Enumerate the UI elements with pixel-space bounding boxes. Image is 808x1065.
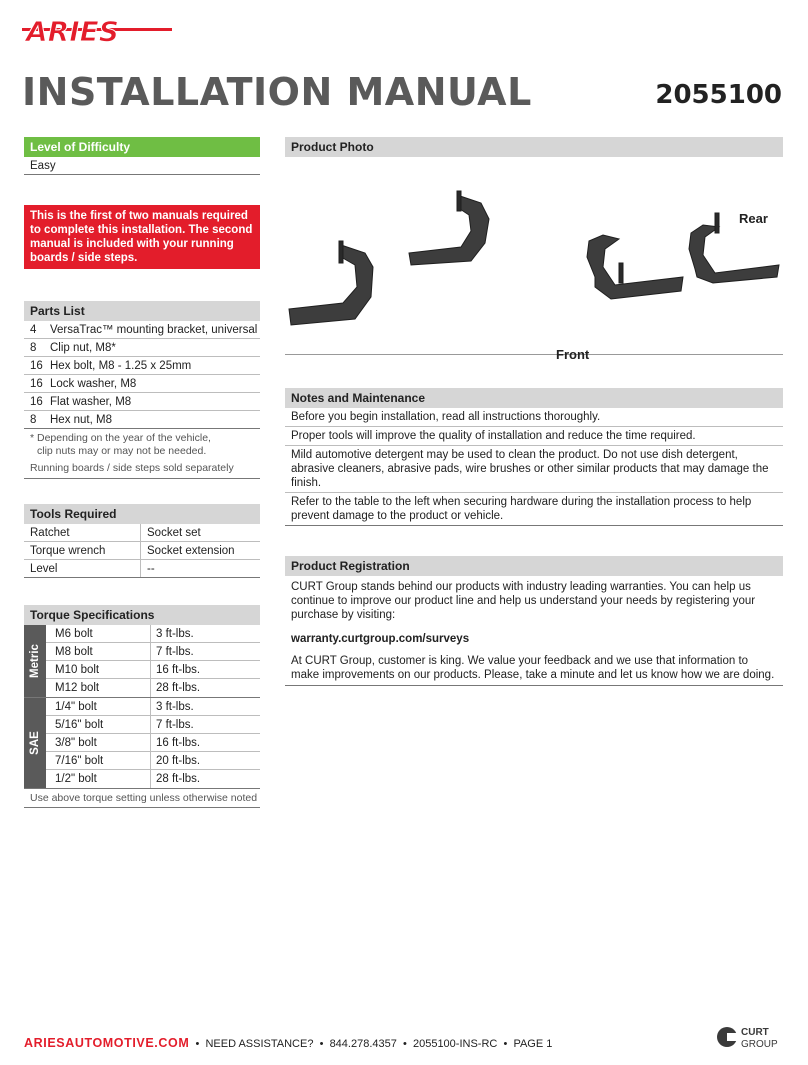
torque-sae-group: [24, 698, 260, 788]
part-desc: Hex bolt, M8 - 1.25 x 25mm: [50, 360, 192, 372]
brand-text: ARIES: [26, 15, 119, 46]
part-qty: 16: [30, 378, 43, 390]
torque-note: Use above torque setting unless otherwise noted: [24, 788, 260, 808]
part-desc: VersaTrac™ mounting bracket, universal: [50, 324, 258, 336]
torque-row: [46, 625, 260, 643]
difficulty-value: Easy: [24, 157, 260, 175]
rear-label: Rear: [739, 211, 768, 226]
tools-header: Tools Required: [24, 504, 260, 524]
torque-row: [46, 661, 260, 679]
note-item: Before you begin installation, read all instructions thoroughly.: [285, 408, 783, 427]
bolt-size: M8 bolt: [46, 643, 151, 660]
part-qty: 16: [30, 396, 43, 408]
bracket-shape: [587, 235, 683, 299]
notes-header: Notes and Maintenance: [285, 388, 783, 408]
product-photo: [285, 157, 783, 362]
parts-header: Parts List: [24, 301, 260, 321]
torque-header: Torque Specifications: [24, 605, 260, 625]
parts-row: [24, 357, 260, 375]
part-number: 2055100: [655, 80, 782, 110]
note-item: Proper tools will improve the quality of installation and reduce the time required.: [285, 427, 783, 446]
bolt-size: 5/16" bolt: [46, 716, 151, 733]
page-number: PAGE 1: [513, 1038, 553, 1050]
part-qty: 8: [30, 342, 37, 354]
photo-header: Product Photo: [285, 137, 783, 157]
tools-row: [24, 542, 260, 560]
parts-row: [24, 411, 260, 429]
assistance-text: NEED ASSISTANCE?: [205, 1038, 314, 1050]
note-item: Refer to the table to the left when securing hardware during the installation process to help prevent damage to the product or vehicle.: [285, 493, 783, 526]
svg-text:GROUP: GROUP: [741, 1039, 778, 1050]
bracket-tab: [715, 213, 719, 233]
tool-cell: Socket set: [147, 527, 201, 539]
footer-separator: •: [195, 1038, 200, 1050]
tools-table: [24, 504, 260, 578]
registration-header: Product Registration: [285, 556, 783, 576]
brackets-illustration: [285, 157, 783, 355]
notes-section: [285, 388, 783, 526]
torque-value: 16 ft-lbs.: [156, 664, 201, 676]
registration-feedback: At CURT Group, customer is king. We value your feedback and we use that information to make improvements on our products. Please, take a minute and let us know how we are doing.: [285, 648, 783, 686]
parts-sold-separately: Running boards / side steps sold separately: [24, 458, 260, 479]
doc-number: 2055100-INS-RC: [412, 1038, 498, 1050]
footer-separator: •: [319, 1038, 324, 1050]
tools-row: [24, 560, 260, 578]
parts-row: [24, 375, 260, 393]
torque-value: 7 ft-lbs.: [156, 719, 194, 731]
parts-list: [24, 301, 260, 479]
parts-row: [24, 393, 260, 411]
torque-row: [46, 752, 260, 770]
bracket-tab: [339, 241, 343, 263]
part-desc: Clip nut, M8*: [50, 342, 116, 354]
torque-row: [46, 698, 260, 716]
right-column: [285, 137, 783, 686]
torque-row: [46, 770, 260, 788]
bolt-size: 1/2" bolt: [46, 770, 151, 788]
registration-text: CURT Group stands behind our products with industry leading warranties. You can help us continue to improve our product line and help us understand your needs by registering your purchase by visiting:: [291, 581, 756, 621]
tool-cell: --: [147, 563, 155, 575]
curt-group-logo: [716, 1024, 786, 1050]
part-desc: Hex nut, M8: [50, 414, 112, 426]
tool-cell: Ratchet: [24, 524, 141, 541]
part-qty: 8: [30, 414, 37, 426]
bracket-shape: [289, 245, 373, 325]
bolt-size: M6 bolt: [46, 625, 151, 642]
bolt-size: 1/4" bolt: [46, 698, 151, 715]
torque-value: 3 ft-lbs.: [156, 628, 194, 640]
torque-row: [46, 679, 260, 697]
torque-metric-group: [24, 625, 260, 698]
footnote-line: clip nuts may or may not be needed.: [37, 445, 207, 457]
footer: [24, 1036, 552, 1050]
torque-value: 7 ft-lbs.: [156, 646, 194, 658]
aries-logo: [22, 14, 172, 46]
bracket-shape: [409, 195, 489, 265]
torque-table: [24, 605, 260, 808]
parts-footnote: [24, 429, 260, 458]
parts-row: [24, 321, 260, 339]
torque-value: 20 ft-lbs.: [156, 755, 201, 767]
sae-label: SAE: [24, 698, 46, 788]
page-title: INSTALLATION MANUAL: [22, 70, 532, 114]
bolt-size: 7/16" bolt: [46, 752, 151, 769]
bolt-size: M10 bolt: [46, 661, 151, 678]
bracket-shape: [689, 225, 779, 283]
torque-row: [46, 734, 260, 752]
parts-row: [24, 339, 260, 357]
footer-separator: •: [503, 1038, 508, 1050]
torque-row: [46, 643, 260, 661]
metric-label: Metric: [24, 625, 46, 697]
bracket-tab: [619, 263, 623, 283]
part-qty: 16: [30, 360, 43, 372]
torque-value: 3 ft-lbs.: [156, 701, 194, 713]
bolt-size: 3/8" bolt: [46, 734, 151, 751]
left-column: [24, 137, 260, 808]
website-link[interactable]: ARIESAUTOMOTIVE.COM: [24, 1036, 190, 1050]
tool-cell: Level: [24, 560, 141, 577]
warranty-link[interactable]: warranty.curtgroup.com/surveys: [291, 633, 470, 645]
phone-number: 844.278.4357: [329, 1038, 397, 1050]
alert-box: This is the first of two manuals required to complete this installation. The second manual is included with your running boards / side steps.: [24, 205, 260, 269]
svg-text:CURT: CURT: [741, 1027, 769, 1038]
note-item: Mild automotive detergent may be used to clean the product. Do not use dish detergent, abrasive cleaners, abrasive pads, wire brushes or other similar products that may damage the finish.: [285, 446, 783, 493]
tool-cell: Torque wrench: [24, 542, 141, 559]
bracket-tab: [457, 191, 461, 211]
part-desc: Flat washer, M8: [50, 396, 132, 408]
part-qty: 4: [30, 324, 37, 336]
difficulty-header: Level of Difficulty: [24, 137, 260, 157]
footer-separator: •: [402, 1038, 407, 1050]
tools-row: [24, 524, 260, 542]
part-desc: Lock washer, M8: [50, 378, 137, 390]
front-label: Front: [556, 347, 590, 362]
torque-value: 28 ft-lbs.: [156, 773, 201, 785]
registration-section: [285, 556, 783, 686]
bolt-size: M12 bolt: [46, 679, 151, 697]
torque-row: [46, 716, 260, 734]
tool-cell: Socket extension: [147, 545, 235, 557]
footnote-line: * Depending on the year of the vehicle,: [30, 432, 211, 444]
torque-value: 28 ft-lbs.: [156, 682, 201, 694]
torque-value: 16 ft-lbs.: [156, 737, 201, 749]
